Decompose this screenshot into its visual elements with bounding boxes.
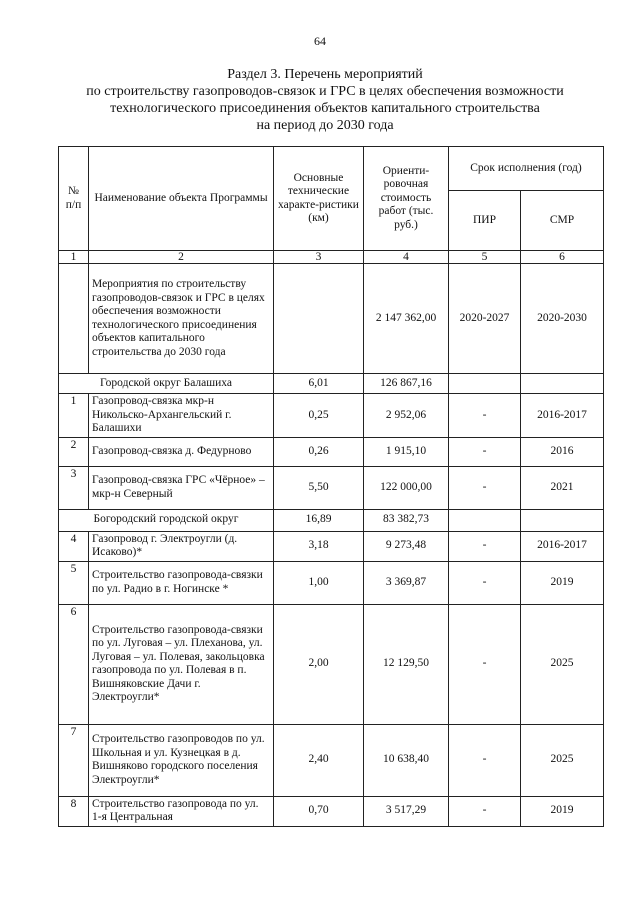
- group-chars: 6,01: [274, 374, 364, 394]
- col-number: 4: [364, 251, 449, 264]
- row-chars: 5,50: [274, 466, 364, 509]
- row-pir: -: [449, 724, 521, 796]
- row-chars: 2,40: [274, 724, 364, 796]
- row-num: 8: [59, 796, 89, 826]
- row-cost: 12 129,50: [364, 604, 449, 724]
- header-name: Наименование объекта Программы: [89, 147, 274, 251]
- row-cost: 3 369,87: [364, 561, 449, 604]
- row-name: Газопровод г. Электроугли (д. Исаково)*: [89, 531, 274, 561]
- row-name: Строительство газопровода по ул. 1-я Центральная: [89, 796, 274, 826]
- header-cost: Ориенти-ровочная стоимость работ (тыс. руб.): [364, 147, 449, 251]
- summary-row: [59, 264, 604, 374]
- header-term: Срок исполнения (год): [449, 147, 604, 191]
- row-cost: 3 517,29: [364, 796, 449, 826]
- row-name: Газопровод-связка д. Федурново: [89, 437, 274, 466]
- col-number: 2: [89, 251, 274, 264]
- col-number: 3: [274, 251, 364, 264]
- table-row: [59, 531, 604, 561]
- row-smr: 2019: [521, 796, 604, 826]
- row-cost: 2 952,06: [364, 394, 449, 438]
- table-row: [59, 724, 604, 796]
- row-name: Газопровод-связка мкр-н Никольско-Архангельский г. Балашихи: [89, 394, 274, 438]
- row-name: Газопровод-связка ГРС «Чёрное» – мкр-н Северный: [89, 466, 274, 509]
- title-line: на период до 2030 года: [256, 118, 394, 133]
- row-num: 2: [59, 437, 89, 466]
- summary-name: Мероприятия по строительству газопроводов-связок и ГРС в целях обеспечения возможности технологического присоединения объектов капитального строительства до 2030 года: [89, 264, 274, 374]
- row-cost: 122 000,00: [364, 466, 449, 509]
- row-cost: 1 915,10: [364, 437, 449, 466]
- title-line: Раздел 3. Перечень мероприятий: [227, 67, 423, 82]
- group-row-bogorodsky: [59, 509, 604, 531]
- row-num: 7: [59, 724, 89, 796]
- header-pir: ПИР: [449, 191, 521, 251]
- summary-pir: 2020-2027: [449, 264, 521, 374]
- table-row: [59, 796, 604, 826]
- summary-chars: [274, 264, 364, 374]
- title-line: по строительству газопроводов-связок и ГРС в целях обеспечения возможности: [86, 84, 564, 99]
- col-number: 1: [59, 251, 89, 264]
- group-name: Богородский городской округ: [59, 509, 274, 531]
- group-chars: 16,89: [274, 509, 364, 531]
- group-cost: 126 867,16: [364, 374, 449, 394]
- row-pir: -: [449, 394, 521, 438]
- row-name: Строительство газопровода-связки по ул. Луговая – ул. Плеханова, ул. Луговая – ул. Полевая, закольцовка газопровода по ул. Полевая в п. Вишняковские Дачи г. Электроугли*: [89, 604, 274, 724]
- group-cost: 83 382,73: [364, 509, 449, 531]
- row-smr: 2016-2017: [521, 531, 604, 561]
- row-smr: 2016: [521, 437, 604, 466]
- row-chars: 0,26: [274, 437, 364, 466]
- row-smr: 2025: [521, 724, 604, 796]
- row-num: 4: [59, 531, 89, 561]
- row-chars: 0,70: [274, 796, 364, 826]
- group-row-balashikha: [59, 374, 604, 394]
- row-pir: -: [449, 796, 521, 826]
- row-name: Строительство газопроводов по ул. Школьная и ул. Кузнецкая в д. Вишняково городского поселения Электроугли*: [89, 724, 274, 796]
- row-chars: 0,25: [274, 394, 364, 438]
- row-num: 3: [59, 466, 89, 509]
- col-number: 6: [521, 251, 604, 264]
- row-num: 5: [59, 561, 89, 604]
- row-name: Строительство газопровода-связки по ул. Радио в г. Ногинске *: [89, 561, 274, 604]
- table-row: [59, 437, 604, 466]
- row-smr: 2019: [521, 561, 604, 604]
- row-chars: 1,00: [274, 561, 364, 604]
- group-name: Городской округ Балашиха: [59, 374, 274, 394]
- summary-smr: 2020-2030: [521, 264, 604, 374]
- column-numbers-row: [59, 251, 604, 264]
- row-chars: 2,00: [274, 604, 364, 724]
- row-smr: 2016-2017: [521, 394, 604, 438]
- row-pir: -: [449, 604, 521, 724]
- row-pir: -: [449, 561, 521, 604]
- row-smr: 2021: [521, 466, 604, 509]
- measures-table: [58, 146, 604, 827]
- header-smr: СМР: [521, 191, 604, 251]
- table-row: [59, 466, 604, 509]
- row-smr: 2025: [521, 604, 604, 724]
- table-row: [59, 604, 604, 724]
- row-pir: -: [449, 437, 521, 466]
- row-pir: -: [449, 466, 521, 509]
- row-pir: -: [449, 531, 521, 561]
- row-chars: 3,18: [274, 531, 364, 561]
- title-line: технологического присоединения объектов капитального строительства: [110, 101, 540, 116]
- row-cost: 9 273,48: [364, 531, 449, 561]
- table-row: [59, 394, 604, 438]
- header-chars: Основные технические характе-ристики (км): [274, 147, 364, 251]
- row-num: 1: [59, 394, 89, 438]
- summary-cost: 2 147 362,00: [364, 264, 449, 374]
- row-cost: 10 638,40: [364, 724, 449, 796]
- table-row: [59, 561, 604, 604]
- col-number: 5: [449, 251, 521, 264]
- header-num: № п/п: [59, 147, 89, 251]
- row-num: 6: [59, 604, 89, 724]
- section-title: [40, 66, 610, 134]
- page-number: 64: [314, 34, 326, 48]
